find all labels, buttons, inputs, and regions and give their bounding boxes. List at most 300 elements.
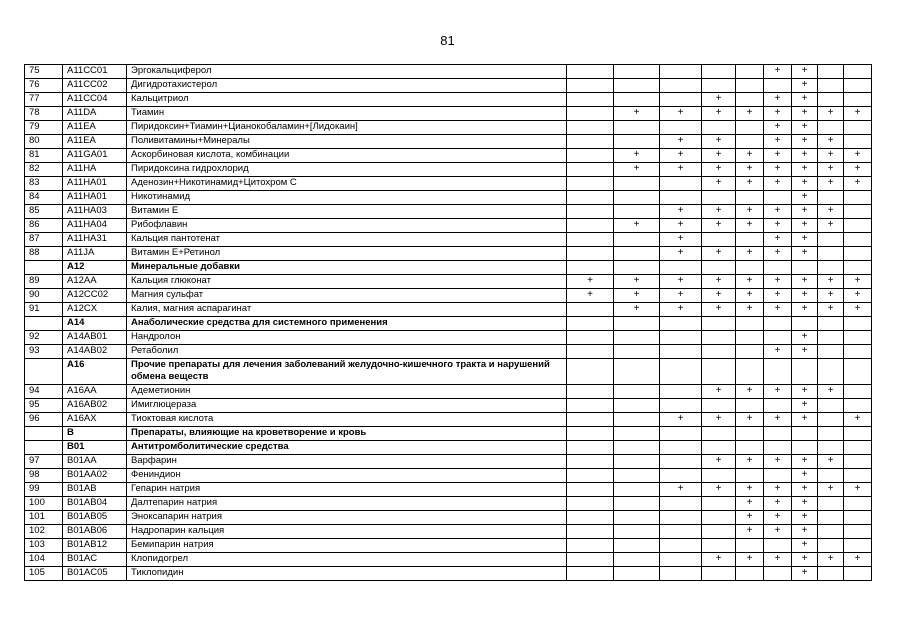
- mark-cell: +: [736, 205, 764, 219]
- mark-cell: [567, 121, 614, 135]
- group-row: [25, 317, 872, 331]
- mark-cell: [702, 345, 736, 359]
- atc-code-cell: A16AX: [63, 413, 127, 427]
- mark-cell: [567, 385, 614, 399]
- mark-cell: [660, 331, 702, 345]
- mark-cell: [764, 191, 792, 205]
- atc-code-cell: B01AC05: [63, 567, 127, 581]
- mark-cell: +: [614, 275, 660, 289]
- mark-cell: +: [660, 233, 702, 247]
- mark-cell: +: [792, 79, 818, 93]
- row-number-cell: 91: [25, 303, 63, 317]
- row-number-cell: 89: [25, 275, 63, 289]
- mark-cell: [818, 441, 844, 455]
- mark-cell: [702, 567, 736, 581]
- mark-cell: [567, 303, 614, 317]
- table-row: [25, 275, 872, 289]
- mark-cell: +: [792, 233, 818, 247]
- mark-cell: [567, 331, 614, 345]
- mark-cell: +: [660, 289, 702, 303]
- table-row: [25, 331, 872, 345]
- mark-cell: [702, 539, 736, 553]
- row-number-cell: 85: [25, 205, 63, 219]
- row-number-cell: [25, 427, 63, 441]
- mark-cell: +: [792, 497, 818, 511]
- mark-cell: +: [764, 121, 792, 135]
- mark-cell: [764, 261, 792, 275]
- mark-cell: +: [736, 163, 764, 177]
- mark-cell: [614, 345, 660, 359]
- mark-cell: +: [614, 219, 660, 233]
- mark-cell: [764, 399, 792, 413]
- mark-cell: +: [660, 275, 702, 289]
- mark-cell: +: [764, 93, 792, 107]
- row-number-cell: 96: [25, 413, 63, 427]
- row-number-cell: 93: [25, 345, 63, 359]
- row-number-cell: 88: [25, 247, 63, 261]
- drug-name-cell: Бемипарин натрия: [127, 539, 567, 553]
- row-number-cell: [25, 261, 63, 275]
- mark-cell: [614, 233, 660, 247]
- drug-name-cell: Магния сульфат: [127, 289, 567, 303]
- mark-cell: +: [844, 289, 872, 303]
- mark-cell: [660, 399, 702, 413]
- mark-cell: [844, 427, 872, 441]
- mark-cell: [792, 441, 818, 455]
- mark-cell: [818, 539, 844, 553]
- atc-code-cell: A14AB01: [63, 331, 127, 345]
- drug-name-cell: Клопидогрел: [127, 553, 567, 567]
- drug-name-cell: Аденозин+Никотинамид+Цитохром С: [127, 177, 567, 191]
- mark-cell: [614, 79, 660, 93]
- table-row: [25, 149, 872, 163]
- mark-cell: [736, 539, 764, 553]
- mark-cell: [844, 455, 872, 469]
- drug-name-cell: Эноксапарин натрия: [127, 511, 567, 525]
- atc-code-cell: A12AA: [63, 275, 127, 289]
- mark-cell: +: [614, 107, 660, 121]
- row-number-cell: 77: [25, 93, 63, 107]
- mark-cell: [614, 511, 660, 525]
- table-row: [25, 79, 872, 93]
- mark-cell: +: [792, 483, 818, 497]
- mark-cell: [844, 247, 872, 261]
- atc-code-cell: B01: [63, 441, 127, 455]
- mark-cell: [702, 79, 736, 93]
- mark-cell: +: [764, 177, 792, 191]
- mark-cell: [614, 539, 660, 553]
- mark-cell: [660, 455, 702, 469]
- mark-cell: [702, 233, 736, 247]
- mark-cell: +: [844, 149, 872, 163]
- row-number-cell: 94: [25, 385, 63, 399]
- mark-cell: [660, 177, 702, 191]
- mark-cell: +: [792, 149, 818, 163]
- drug-name-cell: Нандролон: [127, 331, 567, 345]
- mark-cell: +: [844, 163, 872, 177]
- atc-code-cell: A11HA03: [63, 205, 127, 219]
- mark-cell: +: [736, 385, 764, 399]
- mark-cell: +: [792, 205, 818, 219]
- atc-code-cell: A11GA01: [63, 149, 127, 163]
- mark-cell: [818, 93, 844, 107]
- table-row: [25, 399, 872, 413]
- mark-cell: [567, 525, 614, 539]
- row-number-cell: 90: [25, 289, 63, 303]
- atc-code-cell: B: [63, 427, 127, 441]
- mark-cell: [660, 65, 702, 79]
- mark-cell: +: [792, 219, 818, 233]
- table-row: [25, 233, 872, 247]
- row-number-cell: 101: [25, 511, 63, 525]
- mark-cell: [818, 567, 844, 581]
- table-row: [25, 163, 872, 177]
- table-row: [25, 567, 872, 581]
- mark-cell: [736, 191, 764, 205]
- mark-cell: +: [792, 345, 818, 359]
- table-row: [25, 525, 872, 539]
- mark-cell: [660, 261, 702, 275]
- mark-cell: +: [736, 497, 764, 511]
- mark-cell: +: [792, 163, 818, 177]
- mark-cell: +: [844, 413, 872, 427]
- mark-cell: +: [660, 135, 702, 149]
- mark-cell: [736, 469, 764, 483]
- mark-cell: [764, 359, 792, 385]
- mark-cell: +: [764, 345, 792, 359]
- table-row: [25, 455, 872, 469]
- mark-cell: [702, 497, 736, 511]
- mark-cell: [660, 79, 702, 93]
- mark-cell: [614, 191, 660, 205]
- mark-cell: [736, 121, 764, 135]
- mark-cell: [702, 469, 736, 483]
- mark-cell: [567, 177, 614, 191]
- mark-cell: +: [764, 135, 792, 149]
- mark-cell: [567, 359, 614, 385]
- mark-cell: +: [736, 107, 764, 121]
- atc-code-cell: B01AB04: [63, 497, 127, 511]
- row-number-cell: 80: [25, 135, 63, 149]
- drug-name-cell: Витамин Е: [127, 205, 567, 219]
- mark-cell: +: [764, 385, 792, 399]
- mark-cell: [567, 483, 614, 497]
- mark-cell: [567, 247, 614, 261]
- table-row: [25, 135, 872, 149]
- mark-cell: [736, 317, 764, 331]
- atc-code-cell: B01AC: [63, 553, 127, 567]
- mark-cell: +: [614, 163, 660, 177]
- table-row: [25, 205, 872, 219]
- mark-cell: +: [792, 121, 818, 135]
- mark-cell: [567, 511, 614, 525]
- atc-code-cell: A12: [63, 261, 127, 275]
- mark-cell: [660, 567, 702, 581]
- mark-cell: +: [702, 205, 736, 219]
- mark-cell: [844, 205, 872, 219]
- mark-cell: +: [764, 65, 792, 79]
- table-row: [25, 511, 872, 525]
- mark-cell: [567, 79, 614, 93]
- mark-cell: +: [844, 483, 872, 497]
- table-row: [25, 483, 872, 497]
- row-number-cell: [25, 317, 63, 331]
- group-row: [25, 427, 872, 441]
- drug-name-cell: Имиглюцераза: [127, 399, 567, 413]
- mark-cell: +: [818, 455, 844, 469]
- mark-cell: +: [764, 233, 792, 247]
- mark-cell: [844, 331, 872, 345]
- mark-cell: [614, 177, 660, 191]
- mark-cell: [792, 427, 818, 441]
- mark-cell: [702, 65, 736, 79]
- mark-cell: [567, 469, 614, 483]
- atc-code-cell: A11EA: [63, 121, 127, 135]
- mark-cell: [736, 79, 764, 93]
- mark-cell: [567, 163, 614, 177]
- atc-code-cell: A14: [63, 317, 127, 331]
- drug-name-cell: Калия, магния аспарагинат: [127, 303, 567, 317]
- mark-cell: +: [764, 497, 792, 511]
- mark-cell: +: [660, 107, 702, 121]
- mark-cell: +: [660, 247, 702, 261]
- mark-cell: +: [736, 219, 764, 233]
- mark-cell: +: [764, 483, 792, 497]
- mark-cell: +: [764, 205, 792, 219]
- mark-cell: +: [792, 135, 818, 149]
- mark-cell: +: [764, 107, 792, 121]
- atc-code-cell: A14AB02: [63, 345, 127, 359]
- mark-cell: [614, 359, 660, 385]
- mark-cell: +: [614, 289, 660, 303]
- table-row: [25, 177, 872, 191]
- drug-name-cell: Кальцитриол: [127, 93, 567, 107]
- mark-cell: [567, 539, 614, 553]
- row-number-cell: 102: [25, 525, 63, 539]
- atc-code-cell: A11CC02: [63, 79, 127, 93]
- mark-cell: +: [702, 93, 736, 107]
- mark-cell: [614, 441, 660, 455]
- mark-cell: [614, 399, 660, 413]
- drug-name-cell: Тиклопидин: [127, 567, 567, 581]
- mark-cell: [818, 79, 844, 93]
- row-number-cell: 87: [25, 233, 63, 247]
- mark-cell: [736, 261, 764, 275]
- row-number-cell: 81: [25, 149, 63, 163]
- mark-cell: +: [736, 553, 764, 567]
- mark-cell: [567, 427, 614, 441]
- mark-cell: +: [792, 525, 818, 539]
- mark-cell: [844, 539, 872, 553]
- mark-cell: +: [764, 525, 792, 539]
- mark-cell: [764, 79, 792, 93]
- mark-cell: +: [736, 511, 764, 525]
- mark-cell: +: [792, 567, 818, 581]
- table-row: [25, 345, 872, 359]
- table-row: [25, 553, 872, 567]
- mark-cell: [844, 317, 872, 331]
- mark-cell: +: [702, 149, 736, 163]
- table-row: [25, 247, 872, 261]
- mark-cell: [818, 511, 844, 525]
- row-number-cell: 104: [25, 553, 63, 567]
- drug-name-cell: Поливитамины+Минералы: [127, 135, 567, 149]
- mark-cell: +: [792, 191, 818, 205]
- row-number-cell: 92: [25, 331, 63, 345]
- mark-cell: [614, 413, 660, 427]
- mark-cell: [818, 525, 844, 539]
- table-row: [25, 93, 872, 107]
- row-number-cell: [25, 359, 63, 385]
- atc-code-cell: A12CC02: [63, 289, 127, 303]
- mark-cell: [614, 93, 660, 107]
- atc-code-cell: A11JA: [63, 247, 127, 261]
- atc-code-cell: A11DA: [63, 107, 127, 121]
- mark-cell: +: [736, 289, 764, 303]
- row-number-cell: 99: [25, 483, 63, 497]
- mark-cell: [764, 427, 792, 441]
- mark-cell: +: [792, 275, 818, 289]
- row-number-cell: 86: [25, 219, 63, 233]
- mark-cell: [660, 191, 702, 205]
- drug-name-cell: Рибофлавин: [127, 219, 567, 233]
- drug-name-cell: Эргокальциферол: [127, 65, 567, 79]
- atc-code-cell: A11HA01: [63, 191, 127, 205]
- mark-cell: [792, 261, 818, 275]
- mark-cell: [736, 567, 764, 581]
- mark-cell: +: [702, 177, 736, 191]
- mark-cell: +: [702, 275, 736, 289]
- mark-cell: [614, 261, 660, 275]
- drug-name-cell: Кальция пантотенат: [127, 233, 567, 247]
- drug-name-cell: Аскорбиновая кислота, комбинации: [127, 149, 567, 163]
- drug-name-cell: Анаболические средства для системного применения: [127, 317, 567, 331]
- table-row: [25, 469, 872, 483]
- mark-cell: [660, 317, 702, 331]
- mark-cell: [614, 427, 660, 441]
- drug-name-cell: Никотинамид: [127, 191, 567, 205]
- mark-cell: [567, 441, 614, 455]
- atc-code-cell: A11HA31: [63, 233, 127, 247]
- row-number-cell: 105: [25, 567, 63, 581]
- mark-cell: +: [792, 553, 818, 567]
- atc-code-cell: B01AA: [63, 455, 127, 469]
- group-row: [25, 441, 872, 455]
- mark-cell: +: [818, 177, 844, 191]
- drug-name-cell: Тиамин: [127, 107, 567, 121]
- table-row: [25, 289, 872, 303]
- mark-cell: +: [792, 107, 818, 121]
- mark-cell: [844, 233, 872, 247]
- row-number-cell: 83: [25, 177, 63, 191]
- mark-cell: [660, 385, 702, 399]
- mark-cell: [660, 345, 702, 359]
- mark-cell: +: [736, 177, 764, 191]
- mark-cell: [792, 359, 818, 385]
- mark-cell: [702, 511, 736, 525]
- mark-cell: +: [660, 205, 702, 219]
- mark-cell: [567, 399, 614, 413]
- mark-cell: +: [764, 149, 792, 163]
- atc-code-cell: B01AB12: [63, 539, 127, 553]
- mark-cell: [818, 121, 844, 135]
- mark-cell: [567, 191, 614, 205]
- mark-cell: [660, 427, 702, 441]
- mark-cell: +: [764, 413, 792, 427]
- mark-cell: [764, 317, 792, 331]
- mark-cell: [660, 121, 702, 135]
- mark-cell: [614, 135, 660, 149]
- mark-cell: +: [844, 107, 872, 121]
- row-number-cell: 98: [25, 469, 63, 483]
- mark-cell: +: [660, 149, 702, 163]
- mark-cell: [614, 525, 660, 539]
- mark-cell: [614, 385, 660, 399]
- row-number-cell: 82: [25, 163, 63, 177]
- table-body: [25, 65, 872, 581]
- mark-cell: [818, 247, 844, 261]
- mark-cell: [736, 427, 764, 441]
- mark-cell: +: [764, 219, 792, 233]
- atc-code-cell: A11CC01: [63, 65, 127, 79]
- table-row: [25, 385, 872, 399]
- mark-cell: +: [702, 303, 736, 317]
- mark-cell: +: [702, 163, 736, 177]
- row-number-cell: 79: [25, 121, 63, 135]
- mark-cell: [614, 317, 660, 331]
- mark-cell: [818, 469, 844, 483]
- mark-cell: [660, 539, 702, 553]
- mark-cell: +: [792, 399, 818, 413]
- mark-cell: +: [660, 483, 702, 497]
- mark-cell: +: [818, 275, 844, 289]
- mark-cell: [614, 65, 660, 79]
- mark-cell: [736, 135, 764, 149]
- table-row: [25, 303, 872, 317]
- mark-cell: [567, 135, 614, 149]
- mark-cell: +: [736, 303, 764, 317]
- drug-table: [24, 64, 872, 581]
- atc-code-cell: A11HA04: [63, 219, 127, 233]
- atc-code-cell: A11HA: [63, 163, 127, 177]
- mark-cell: +: [792, 469, 818, 483]
- mark-cell: [818, 497, 844, 511]
- mark-cell: [818, 233, 844, 247]
- atc-code-cell: A11EA: [63, 135, 127, 149]
- mark-cell: [764, 567, 792, 581]
- mark-cell: [614, 331, 660, 345]
- atc-code-cell: A16AA: [63, 385, 127, 399]
- mark-cell: [792, 317, 818, 331]
- drug-name-cell: Фениндион: [127, 469, 567, 483]
- mark-cell: +: [736, 455, 764, 469]
- mark-cell: +: [660, 163, 702, 177]
- mark-cell: +: [702, 385, 736, 399]
- mark-cell: [567, 219, 614, 233]
- mark-cell: [567, 205, 614, 219]
- mark-cell: +: [818, 135, 844, 149]
- row-number-cell: [25, 441, 63, 455]
- mark-cell: [844, 219, 872, 233]
- mark-cell: +: [792, 413, 818, 427]
- mark-cell: [702, 359, 736, 385]
- mark-cell: [764, 331, 792, 345]
- drug-name-cell: Варфарин: [127, 455, 567, 469]
- mark-cell: +: [818, 107, 844, 121]
- mark-cell: [844, 345, 872, 359]
- mark-cell: +: [614, 303, 660, 317]
- mark-cell: [614, 247, 660, 261]
